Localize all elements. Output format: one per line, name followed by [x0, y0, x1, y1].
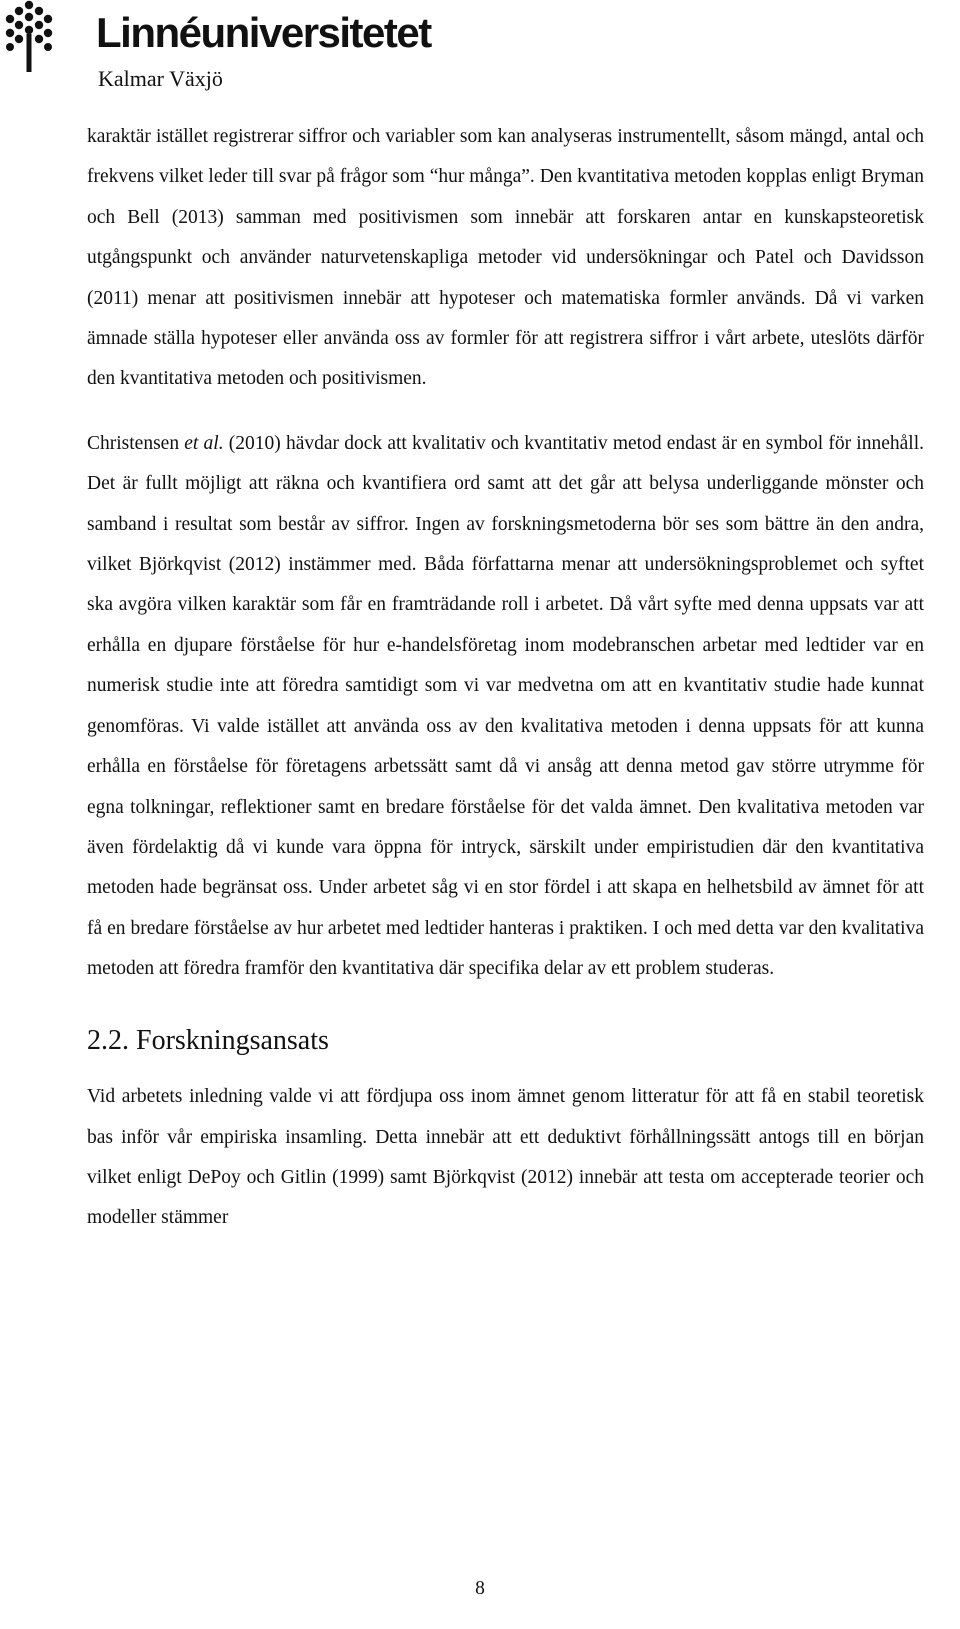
citation-author: Christensen [87, 432, 185, 454]
document-body [87, 117, 924, 1239]
page-number: 8 [475, 1578, 485, 1599]
logo-subtitle: Kalmar Växjö [98, 66, 223, 91]
paragraph [87, 424, 924, 990]
paragraph: karaktär istället registrerar siffror och variabler som kan analyseras instrumentellt, såsom mängd, antal och frekvens vilket leder till svar på frågor som “hur många”. Den kvantitativa metoden kopplas enligt Bryman och Bell (2013) samman med positivismen som innebär att forskaren antar en kunskapsteoretisk utgångspunkt och använder naturvetenskapliga metoder vid undersökningar och Patel och Davidsson (2011) menar att positivismen innebär att hypoteser och matematiska formler används. Då vi varken ämnade ställa hypoteser eller använda oss av formler för att registrera siffror i vårt arbete, uteslöts därför den kvantitativa metoden och positivismen. [87, 126, 924, 390]
paragraph-text: (2010) hävdar dock att kvalitativ och kvantitativ metod endast är en symbol för innehåll. Det är fullt möjligt att räkna och kvantifiera ord samt att det går att belysa underliggande mönster och samband i resultat som består av siffror. Ingen av forskningsmetoderna bör ses som bättre än den andra, vilket Björkqvist (2012) instämmer med. Båda författarna menar att undersökningsproblemet och syftet ska avgöra vilken karaktär som får en framträdande roll i arbetet. Då vårt syfte med denna uppsats var att erhålla en djupare förståelse för hur e-handelsföretag inom modebranschen arbetar med ledtider var en numerisk studie inte att föredra samtidigt som vi var medvetna om att en kvantitativ studie hade kunnat genomföras. Vi valde istället att använda oss av den kvalitativa metoden i denna uppsats för att kunna erhålla en förståelse för företagens arbetssätt samt då vi ansåg att denna metod gav större utrymme för egna tolkningar, reflektioner samt en bredare förståelse för det valda ämnet. Den kvalitativa metoden var även fördelaktig då vi kunde vara öppna för intryck, särskilt under empiristudien där den kvantitativa metoden hade begränsat oss. Under arbetet såg vi en stor fördel i att skapa en helhetsbild av ämnet för att få en bredare förståelse av hur arbetet med ledtider hanteras i praktiken. I och med detta var den kvalitativa metoden att föredra framför den kvantitativa där specifika delar av ett problem studeras. [87, 432, 924, 980]
citation-etal: et al. [184, 432, 224, 454]
section-heading: 2.2. Forskningsansats [87, 1024, 329, 1056]
paragraph: Vid arbetets inledning valde vi att fördjupa oss inom ämnet genom litteratur för att få en stabil teoretisk bas inför vår empiriska insamling. Detta innebär att ett deduktivt förhållningssätt antogs till en början vilket enligt DePoy och Gitlin (1999) samt Björkqvist (2012) innebär att testa om accepterade teorier och modeller stämmer [87, 1086, 924, 1229]
logo-wordmark: Linnéuniversitetet [96, 9, 431, 56]
tree-icon [4, 0, 54, 72]
university-logo [0, 0, 520, 100]
